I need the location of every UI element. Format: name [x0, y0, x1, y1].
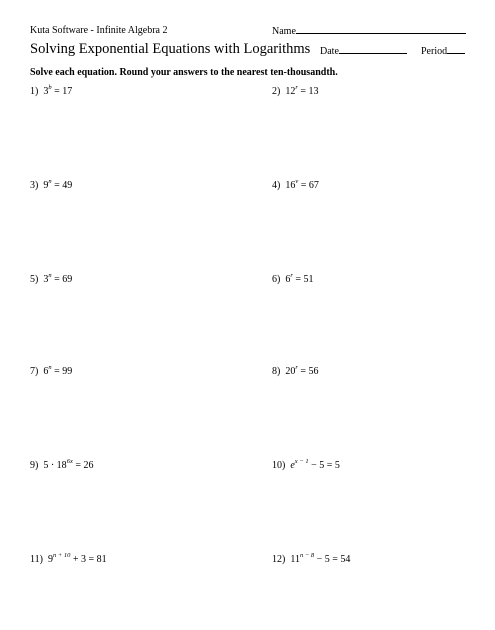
problem-9: [30, 460, 93, 471]
date-line: [339, 45, 407, 54]
problem-number: 1): [30, 86, 44, 97]
date-field[interactable]: [320, 45, 407, 57]
equation-rest: − 5 = 54: [314, 554, 351, 565]
problem-number: 10): [272, 460, 291, 471]
equation-rest: = 17: [51, 86, 73, 97]
instructions: Solve each equation. Round your answers to the nearest ten-thousandth.: [30, 67, 338, 78]
equation-exponent: v: [295, 178, 299, 185]
equation-exponent: n: [48, 178, 52, 185]
period-field[interactable]: [421, 45, 465, 57]
equation-base: 9: [47, 554, 53, 565]
date-label: Date: [320, 46, 339, 57]
equation-exponent: n: [48, 272, 52, 279]
equation-base: 5 · 18: [43, 460, 67, 471]
equation-base: 16: [285, 180, 296, 191]
problem-number: 8): [272, 366, 286, 377]
equation-rest: = 51: [292, 274, 314, 285]
problem-7: [30, 366, 72, 377]
equation-base: 6: [285, 274, 291, 285]
equation-exponent: 6x: [66, 458, 73, 465]
equation-exponent: n: [48, 364, 52, 371]
problem-12: [272, 554, 350, 565]
equation-exponent: b: [48, 84, 52, 91]
equation-rest: = 26: [72, 460, 94, 471]
equation-base: 12: [285, 86, 296, 97]
name-label: Name: [272, 26, 296, 37]
period-line: [447, 45, 465, 54]
equation-base: 11: [290, 554, 300, 565]
equation-rest: = 99: [51, 366, 73, 377]
equation-exponent: x − 1: [294, 458, 309, 465]
source-label: Kuta Software - Infinite Algebra 2: [30, 25, 168, 36]
equation-base: 3: [43, 274, 49, 285]
problem-number: 6): [272, 274, 286, 285]
name-line: [296, 25, 466, 34]
problem-6: [272, 274, 314, 285]
problem-3: [30, 180, 72, 191]
problem-number: 12): [272, 554, 291, 565]
equation-base: 6: [43, 366, 49, 377]
equation-exponent: n + 10: [52, 552, 71, 559]
equation-exponent: n − 8: [299, 552, 315, 559]
equation-rest: = 67: [298, 180, 319, 191]
equation-rest: = 56: [297, 366, 319, 377]
problem-1: [30, 86, 72, 97]
equation-rest: = 13: [297, 86, 319, 97]
period-label: Period: [421, 46, 448, 57]
equation-base: 3: [43, 86, 49, 97]
problem-5: [30, 274, 72, 285]
equation-exponent: r: [295, 84, 298, 91]
equation-base: 20: [285, 366, 296, 377]
equation-exponent: r: [290, 272, 293, 279]
equation-rest: = 49: [51, 180, 73, 191]
equation-base: e: [290, 460, 295, 471]
problem-10: [272, 460, 340, 471]
problem-2: [272, 86, 319, 97]
problem-number: 9): [30, 460, 44, 471]
problem-number: 4): [272, 180, 286, 191]
equation-rest: + 3 = 81: [70, 554, 107, 565]
problem-4: [272, 180, 319, 191]
equation-exponent: r: [295, 364, 298, 371]
page-title: Solving Exponential Equations with Logarithms: [30, 41, 311, 57]
problem-11: [30, 554, 107, 565]
problem-number: 2): [272, 86, 286, 97]
equation-base: 9: [43, 180, 49, 191]
problem-number: 5): [30, 274, 44, 285]
problem-number: 7): [30, 366, 44, 377]
name-field[interactable]: [272, 25, 466, 37]
problem-number: 11): [30, 554, 48, 565]
problem-8: [272, 366, 319, 377]
problem-number: 3): [30, 180, 44, 191]
equation-rest: − 5 = 5: [308, 460, 340, 471]
equation-rest: = 69: [51, 274, 73, 285]
